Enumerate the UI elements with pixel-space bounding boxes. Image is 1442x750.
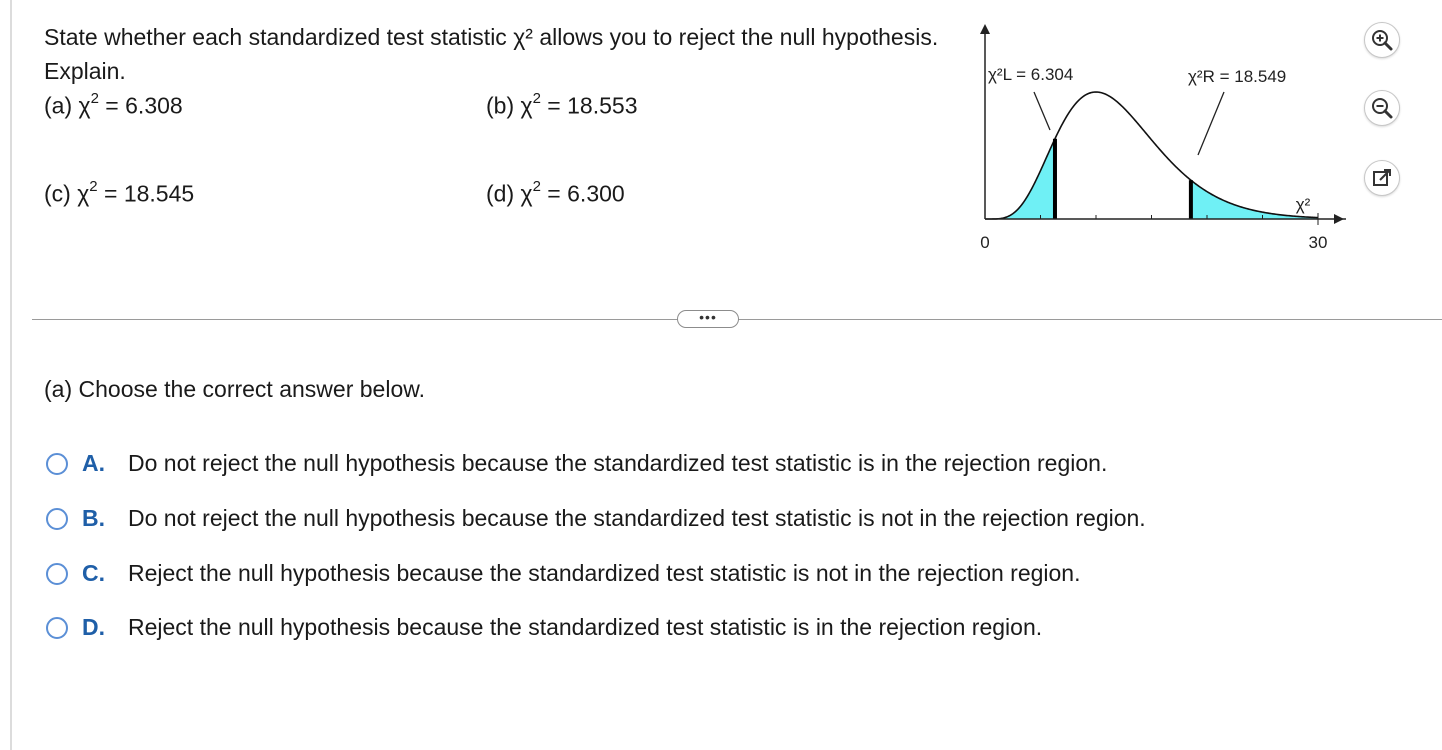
option-letter: A. <box>82 450 105 476</box>
part-c <box>44 180 194 208</box>
part-a-exponent: 2 <box>90 90 99 107</box>
x-axis-arrow <box>1334 214 1344 224</box>
right-leader-line <box>1198 92 1224 155</box>
radio-button[interactable] <box>46 563 68 585</box>
option-text: Do not reject the null hypothesis because the standardized test statistic is not in the rejection region. <box>128 505 1146 531</box>
part-d-prefix: (d) χ <box>486 180 533 207</box>
option-d[interactable] <box>46 614 1042 641</box>
option-text: Reject the null hypothesis because the standardized test statistic is not in the rejection region. <box>128 560 1081 586</box>
zoom-in-button[interactable] <box>1364 22 1400 58</box>
part-b-value: = 18.553 <box>540 92 638 119</box>
radio-button[interactable] <box>46 508 68 530</box>
more-button[interactable]: ••• <box>677 310 739 328</box>
radio-button[interactable] <box>46 617 68 639</box>
popout-button[interactable] <box>1364 160 1400 196</box>
x-axis-symbol: χ² <box>1295 195 1311 214</box>
popout-icon <box>1371 167 1393 189</box>
option-text: Do not reject the null hypothesis because the standardized test statistic is in the rejection region. <box>128 450 1108 476</box>
part-b-exponent: 2 <box>532 90 541 107</box>
option-letter: C. <box>82 560 105 586</box>
part-a-prefix: (a) χ <box>44 92 91 119</box>
part-d <box>486 180 625 208</box>
part-b <box>486 92 637 120</box>
left-border <box>10 0 12 750</box>
left-critical-label: χ²L = 6.304 <box>988 65 1074 84</box>
option-text: Reject the null hypothesis because the standardized test statistic is in the rejection region. <box>128 614 1043 640</box>
zoom-out-icon <box>1370 96 1394 120</box>
option-c[interactable] <box>46 560 1081 587</box>
chi-square-graph <box>968 20 1348 265</box>
option-letter: D. <box>82 614 105 640</box>
part-c-prefix: (c) χ <box>44 180 90 207</box>
part-a-value: = 6.308 <box>98 92 183 119</box>
part-c-exponent: 2 <box>89 178 98 195</box>
right-critical-label: χ²R = 18.549 <box>1188 67 1287 86</box>
part-d-value: = 6.300 <box>540 180 625 207</box>
question-prompt: State whether each standardized test statistic χ² allows you to reject the null hypothesis. Explain. <box>44 24 939 84</box>
zoom-in-icon <box>1370 28 1394 52</box>
part-b-prefix: (b) χ <box>486 92 533 119</box>
radio-button[interactable] <box>46 453 68 475</box>
left-leader-line <box>1034 92 1050 130</box>
instruction-text: (a) Choose the correct answer below. <box>44 376 425 402</box>
part-d-exponent: 2 <box>532 178 541 195</box>
option-a[interactable] <box>46 450 1107 477</box>
option-letter: B. <box>82 505 105 531</box>
part-c-value: = 18.545 <box>97 180 195 207</box>
part-a <box>44 92 183 120</box>
zoom-out-button[interactable] <box>1364 90 1400 126</box>
y-axis-arrow <box>980 24 990 34</box>
question-text <box>44 20 944 88</box>
tick-label-30: 30 <box>1308 233 1328 252</box>
tick-label-0: 0 <box>980 233 990 252</box>
option-b[interactable] <box>46 505 1146 532</box>
